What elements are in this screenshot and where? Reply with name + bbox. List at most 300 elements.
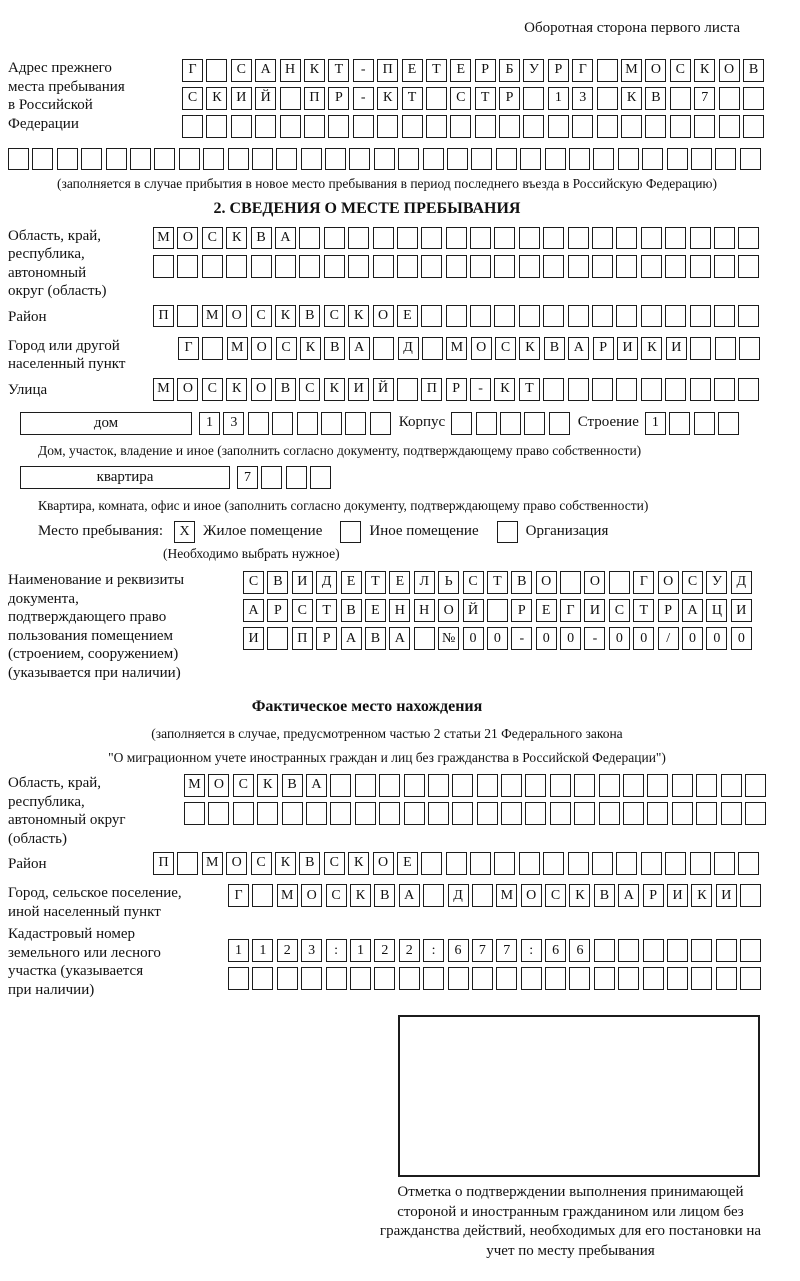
char-cell[interactable]: И — [731, 599, 752, 622]
char-cell[interactable] — [521, 967, 542, 990]
stay-type-checkbox-residential[interactable]: X — [174, 521, 195, 544]
char-cell[interactable] — [569, 148, 590, 171]
char-cell[interactable] — [667, 967, 688, 990]
char-cell[interactable] — [349, 148, 370, 171]
char-cell[interactable]: Т — [519, 378, 540, 401]
char-cell[interactable]: П — [377, 59, 398, 82]
char-cell[interactable]: К — [569, 884, 590, 907]
char-cell[interactable] — [153, 255, 174, 278]
char-cell[interactable] — [404, 802, 425, 825]
char-cell[interactable]: О — [584, 571, 605, 594]
char-cell[interactable] — [616, 227, 637, 250]
char-cell[interactable] — [472, 967, 493, 990]
char-cell[interactable]: С — [545, 884, 566, 907]
char-cell[interactable]: Р — [267, 599, 288, 622]
char-cell[interactable] — [691, 939, 712, 962]
char-cell[interactable] — [740, 148, 761, 171]
char-cell[interactable]: В — [299, 852, 320, 875]
char-cell[interactable] — [545, 148, 566, 171]
char-cell[interactable] — [325, 148, 346, 171]
char-cell[interactable]: О — [719, 59, 740, 82]
char-cell[interactable]: В — [341, 599, 362, 622]
char-cell[interactable] — [280, 115, 301, 138]
char-cell[interactable]: К — [641, 337, 662, 360]
char-cell[interactable]: В — [275, 378, 296, 401]
char-cell[interactable] — [568, 305, 589, 328]
char-cell[interactable]: К — [275, 305, 296, 328]
char-cell[interactable]: С — [233, 774, 254, 797]
char-cell[interactable] — [32, 148, 53, 171]
char-cell[interactable] — [719, 87, 740, 110]
char-cell[interactable]: Р — [499, 87, 520, 110]
char-cell[interactable] — [592, 305, 613, 328]
char-cell[interactable]: Т — [365, 571, 386, 594]
char-cell[interactable] — [665, 378, 686, 401]
char-cell[interactable]: В — [267, 571, 288, 594]
char-cell[interactable] — [719, 115, 740, 138]
char-cell[interactable]: Т — [426, 59, 447, 82]
char-cell[interactable] — [106, 148, 127, 171]
char-cell[interactable] — [738, 852, 759, 875]
char-cell[interactable] — [373, 337, 394, 360]
char-cell[interactable] — [670, 87, 691, 110]
char-cell[interactable] — [330, 802, 351, 825]
char-cell[interactable]: 0 — [560, 627, 581, 650]
char-cell[interactable]: С — [324, 305, 345, 328]
char-cell[interactable]: 6 — [448, 939, 469, 962]
char-cell[interactable]: Р — [475, 59, 496, 82]
char-cell[interactable]: С — [324, 852, 345, 875]
char-cell[interactable]: К — [519, 337, 540, 360]
char-cell[interactable]: А — [306, 774, 327, 797]
char-cell[interactable]: К — [324, 378, 345, 401]
char-cell[interactable] — [592, 378, 613, 401]
char-cell[interactable] — [714, 378, 735, 401]
char-cell[interactable] — [494, 255, 515, 278]
char-cell[interactable] — [379, 774, 400, 797]
char-cell[interactable] — [324, 227, 345, 250]
char-cell[interactable] — [739, 337, 760, 360]
char-cell[interactable] — [519, 852, 540, 875]
char-cell[interactable]: Р — [658, 599, 679, 622]
char-cell[interactable]: П — [304, 87, 325, 110]
char-cell[interactable] — [690, 852, 711, 875]
char-cell[interactable] — [228, 148, 249, 171]
char-cell[interactable] — [574, 774, 595, 797]
char-cell[interactable]: 3 — [301, 939, 322, 962]
char-cell[interactable] — [616, 852, 637, 875]
char-cell[interactable]: К — [494, 378, 515, 401]
char-cell[interactable]: А — [399, 884, 420, 907]
char-cell[interactable]: О — [251, 378, 272, 401]
char-cell[interactable] — [690, 305, 711, 328]
char-cell[interactable]: 7 — [472, 939, 493, 962]
char-cell[interactable]: Г — [633, 571, 654, 594]
char-cell[interactable] — [272, 412, 293, 435]
char-cell[interactable] — [525, 774, 546, 797]
char-cell[interactable] — [355, 774, 376, 797]
char-cell[interactable] — [267, 627, 288, 650]
char-cell[interactable]: К — [226, 378, 247, 401]
char-cell[interactable] — [609, 571, 630, 594]
char-cell[interactable]: С — [609, 599, 630, 622]
char-cell[interactable] — [543, 852, 564, 875]
char-cell[interactable]: / — [658, 627, 679, 650]
char-cell[interactable] — [593, 148, 614, 171]
char-cell[interactable]: 3 — [572, 87, 593, 110]
char-cell[interactable]: 2 — [399, 939, 420, 962]
char-cell[interactable]: И — [716, 884, 737, 907]
char-cell[interactable] — [499, 115, 520, 138]
char-cell[interactable]: Е — [389, 571, 410, 594]
char-cell[interactable] — [623, 802, 644, 825]
char-cell[interactable]: 0 — [731, 627, 752, 650]
char-cell[interactable] — [248, 412, 269, 435]
char-cell[interactable] — [397, 255, 418, 278]
char-cell[interactable] — [523, 115, 544, 138]
char-cell[interactable] — [572, 115, 593, 138]
char-cell[interactable]: У — [706, 571, 727, 594]
char-cell[interactable] — [568, 378, 589, 401]
char-cell[interactable]: 2 — [374, 939, 395, 962]
char-cell[interactable] — [496, 148, 517, 171]
char-cell[interactable] — [696, 802, 717, 825]
char-cell[interactable] — [641, 305, 662, 328]
char-cell[interactable] — [398, 148, 419, 171]
char-cell[interactable] — [642, 148, 663, 171]
char-cell[interactable] — [543, 305, 564, 328]
char-cell[interactable] — [647, 802, 668, 825]
char-cell[interactable] — [252, 148, 273, 171]
char-cell[interactable]: 0 — [487, 627, 508, 650]
char-cell[interactable] — [348, 255, 369, 278]
char-cell[interactable]: И — [666, 337, 687, 360]
char-cell[interactable] — [379, 802, 400, 825]
stay-type-checkbox-other-premises[interactable] — [340, 521, 361, 544]
char-cell[interactable] — [422, 337, 443, 360]
char-cell[interactable] — [476, 412, 497, 435]
char-cell[interactable] — [520, 148, 541, 171]
char-cell[interactable]: О — [645, 59, 666, 82]
char-cell[interactable]: 6 — [569, 939, 590, 962]
char-cell[interactable]: А — [682, 599, 703, 622]
char-cell[interactable]: И — [348, 378, 369, 401]
char-cell[interactable]: Д — [316, 571, 337, 594]
char-cell[interactable] — [306, 802, 327, 825]
char-cell[interactable]: Д — [398, 337, 419, 360]
char-cell[interactable] — [282, 802, 303, 825]
char-cell[interactable]: С — [326, 884, 347, 907]
char-cell[interactable]: Е — [397, 852, 418, 875]
char-cell[interactable]: Р — [316, 627, 337, 650]
char-cell[interactable] — [568, 255, 589, 278]
char-cell[interactable] — [470, 852, 491, 875]
char-cell[interactable] — [599, 802, 620, 825]
char-cell[interactable]: К — [304, 59, 325, 82]
char-cell[interactable] — [597, 115, 618, 138]
stay-type-checkbox-organization[interactable] — [497, 521, 518, 544]
char-cell[interactable]: Т — [475, 87, 496, 110]
char-cell[interactable]: Р — [446, 378, 467, 401]
char-cell[interactable] — [594, 939, 615, 962]
char-cell[interactable] — [255, 115, 276, 138]
char-cell[interactable] — [667, 939, 688, 962]
char-cell[interactable] — [452, 774, 473, 797]
char-cell[interactable] — [397, 378, 418, 401]
char-cell[interactable]: И — [231, 87, 252, 110]
char-cell[interactable] — [740, 939, 761, 962]
char-cell[interactable] — [231, 115, 252, 138]
char-cell[interactable]: О — [373, 305, 394, 328]
char-cell[interactable]: 7 — [694, 87, 715, 110]
char-cell[interactable]: 2 — [277, 939, 298, 962]
char-cell[interactable]: С — [251, 852, 272, 875]
char-cell[interactable] — [206, 115, 227, 138]
char-cell[interactable]: В — [282, 774, 303, 797]
char-cell[interactable] — [496, 967, 517, 990]
char-cell[interactable]: Б — [499, 59, 520, 82]
char-cell[interactable] — [374, 148, 395, 171]
char-cell[interactable]: П — [153, 305, 174, 328]
char-cell[interactable] — [691, 148, 712, 171]
char-cell[interactable]: Т — [402, 87, 423, 110]
char-cell[interactable] — [641, 255, 662, 278]
char-cell[interactable] — [743, 115, 764, 138]
char-cell[interactable] — [446, 227, 467, 250]
char-cell[interactable]: К — [226, 227, 247, 250]
char-cell[interactable]: № — [438, 627, 459, 650]
char-cell[interactable]: 6 — [545, 939, 566, 962]
char-cell[interactable] — [475, 115, 496, 138]
char-cell[interactable] — [670, 115, 691, 138]
char-cell[interactable] — [81, 148, 102, 171]
char-cell[interactable] — [326, 967, 347, 990]
char-cell[interactable] — [477, 774, 498, 797]
char-cell[interactable]: А — [341, 627, 362, 650]
char-cell[interactable]: В — [544, 337, 565, 360]
char-cell[interactable] — [548, 115, 569, 138]
char-cell[interactable]: А — [618, 884, 639, 907]
char-cell[interactable]: Д — [731, 571, 752, 594]
char-cell[interactable]: Г — [572, 59, 593, 82]
char-cell[interactable] — [130, 148, 151, 171]
char-cell[interactable] — [665, 852, 686, 875]
char-cell[interactable]: В — [511, 571, 532, 594]
char-cell[interactable] — [694, 115, 715, 138]
char-cell[interactable] — [645, 115, 666, 138]
char-cell[interactable] — [350, 967, 371, 990]
char-cell[interactable] — [494, 227, 515, 250]
char-cell[interactable]: С — [292, 599, 313, 622]
char-cell[interactable]: Е — [402, 59, 423, 82]
char-cell[interactable]: С — [450, 87, 471, 110]
char-cell[interactable] — [208, 802, 229, 825]
char-cell[interactable] — [738, 378, 759, 401]
char-cell[interactable] — [647, 774, 668, 797]
char-cell[interactable] — [423, 884, 444, 907]
char-cell[interactable] — [280, 87, 301, 110]
char-cell[interactable]: Р — [548, 59, 569, 82]
char-cell[interactable] — [446, 305, 467, 328]
char-cell[interactable]: 1 — [645, 412, 666, 435]
char-cell[interactable] — [524, 412, 545, 435]
char-cell[interactable]: К — [257, 774, 278, 797]
char-cell[interactable]: О — [536, 571, 557, 594]
char-cell[interactable]: С — [202, 378, 223, 401]
char-cell[interactable]: М — [153, 378, 174, 401]
char-cell[interactable]: Т — [633, 599, 654, 622]
char-cell[interactable]: Ь — [438, 571, 459, 594]
char-cell[interactable]: В — [299, 305, 320, 328]
char-cell[interactable] — [261, 466, 282, 489]
char-cell[interactable]: К — [691, 884, 712, 907]
char-cell[interactable]: 1 — [228, 939, 249, 962]
char-cell[interactable] — [276, 148, 297, 171]
char-cell[interactable] — [690, 227, 711, 250]
char-cell[interactable]: К — [206, 87, 227, 110]
char-cell[interactable]: М — [153, 227, 174, 250]
char-cell[interactable]: О — [177, 378, 198, 401]
char-cell[interactable] — [568, 852, 589, 875]
char-cell[interactable] — [373, 227, 394, 250]
char-cell[interactable]: С — [202, 227, 223, 250]
char-cell[interactable] — [428, 802, 449, 825]
char-cell[interactable]: К — [348, 305, 369, 328]
char-cell[interactable]: Й — [373, 378, 394, 401]
char-cell[interactable]: К — [694, 59, 715, 82]
char-cell[interactable]: М — [184, 774, 205, 797]
char-cell[interactable]: С — [276, 337, 297, 360]
char-cell[interactable] — [184, 802, 205, 825]
char-cell[interactable] — [421, 305, 442, 328]
char-cell[interactable] — [182, 115, 203, 138]
char-cell[interactable] — [519, 255, 540, 278]
char-cell[interactable]: П — [292, 627, 313, 650]
char-cell[interactable] — [252, 967, 273, 990]
char-cell[interactable] — [177, 255, 198, 278]
char-cell[interactable] — [446, 255, 467, 278]
char-cell[interactable] — [672, 802, 693, 825]
char-cell[interactable]: В — [324, 337, 345, 360]
char-cell[interactable] — [519, 227, 540, 250]
char-cell[interactable] — [694, 412, 715, 435]
char-cell[interactable]: 1 — [199, 412, 220, 435]
char-cell[interactable] — [348, 227, 369, 250]
char-cell[interactable] — [643, 967, 664, 990]
char-cell[interactable]: : — [521, 939, 542, 962]
char-cell[interactable]: - — [511, 627, 532, 650]
char-cell[interactable] — [487, 599, 508, 622]
char-cell[interactable] — [494, 852, 515, 875]
char-cell[interactable]: А — [389, 627, 410, 650]
char-cell[interactable] — [414, 627, 435, 650]
char-cell[interactable]: А — [568, 337, 589, 360]
char-cell[interactable] — [154, 148, 175, 171]
char-cell[interactable]: Н — [280, 59, 301, 82]
char-cell[interactable]: О — [438, 599, 459, 622]
char-cell[interactable]: Р — [643, 884, 664, 907]
char-cell[interactable]: Г — [182, 59, 203, 82]
char-cell[interactable]: В — [743, 59, 764, 82]
char-cell[interactable]: Л — [414, 571, 435, 594]
char-cell[interactable] — [275, 255, 296, 278]
char-cell[interactable] — [594, 967, 615, 990]
char-cell[interactable]: С — [682, 571, 703, 594]
char-cell[interactable] — [452, 802, 473, 825]
char-cell[interactable]: Е — [536, 599, 557, 622]
char-cell[interactable] — [286, 466, 307, 489]
char-cell[interactable] — [426, 87, 447, 110]
char-cell[interactable]: В — [645, 87, 666, 110]
char-cell[interactable]: К — [300, 337, 321, 360]
char-cell[interactable]: С — [670, 59, 691, 82]
char-cell[interactable]: А — [243, 599, 264, 622]
char-cell[interactable] — [470, 305, 491, 328]
char-cell[interactable] — [374, 967, 395, 990]
char-cell[interactable] — [377, 115, 398, 138]
char-cell[interactable] — [543, 378, 564, 401]
char-cell[interactable] — [301, 148, 322, 171]
char-cell[interactable] — [592, 852, 613, 875]
char-cell[interactable]: В — [365, 627, 386, 650]
char-cell[interactable]: - — [353, 87, 374, 110]
char-cell[interactable] — [715, 337, 736, 360]
char-cell[interactable]: М — [446, 337, 467, 360]
char-cell[interactable]: О — [301, 884, 322, 907]
char-cell[interactable] — [471, 148, 492, 171]
char-cell[interactable] — [714, 255, 735, 278]
char-cell[interactable] — [696, 774, 717, 797]
char-cell[interactable]: Г — [228, 884, 249, 907]
char-cell[interactable] — [543, 227, 564, 250]
char-cell[interactable] — [202, 255, 223, 278]
char-cell[interactable] — [470, 255, 491, 278]
char-cell[interactable] — [616, 378, 637, 401]
char-cell[interactable] — [690, 378, 711, 401]
char-cell[interactable]: И — [584, 599, 605, 622]
char-cell[interactable] — [500, 412, 521, 435]
char-cell[interactable]: Р — [511, 599, 532, 622]
char-cell[interactable]: Н — [414, 599, 435, 622]
char-cell[interactable] — [618, 967, 639, 990]
char-cell[interactable]: Т — [487, 571, 508, 594]
char-cell[interactable] — [399, 967, 420, 990]
char-cell[interactable] — [370, 412, 391, 435]
char-cell[interactable]: 1 — [548, 87, 569, 110]
char-cell[interactable]: Е — [365, 599, 386, 622]
char-cell[interactable]: М — [202, 305, 223, 328]
char-cell[interactable] — [740, 884, 761, 907]
char-cell[interactable]: М — [277, 884, 298, 907]
char-cell[interactable]: И — [243, 627, 264, 650]
char-cell[interactable] — [321, 412, 342, 435]
char-cell[interactable] — [618, 148, 639, 171]
char-cell[interactable] — [597, 87, 618, 110]
char-cell[interactable] — [665, 227, 686, 250]
char-cell[interactable] — [643, 939, 664, 962]
char-cell[interactable]: С — [231, 59, 252, 82]
char-cell[interactable]: Т — [328, 59, 349, 82]
char-cell[interactable] — [738, 305, 759, 328]
char-cell[interactable] — [421, 852, 442, 875]
char-cell[interactable] — [641, 227, 662, 250]
char-cell[interactable]: М — [621, 59, 642, 82]
char-cell[interactable] — [328, 115, 349, 138]
char-cell[interactable]: И — [667, 884, 688, 907]
char-cell[interactable]: О — [373, 852, 394, 875]
char-cell[interactable] — [501, 802, 522, 825]
char-cell[interactable] — [714, 852, 735, 875]
